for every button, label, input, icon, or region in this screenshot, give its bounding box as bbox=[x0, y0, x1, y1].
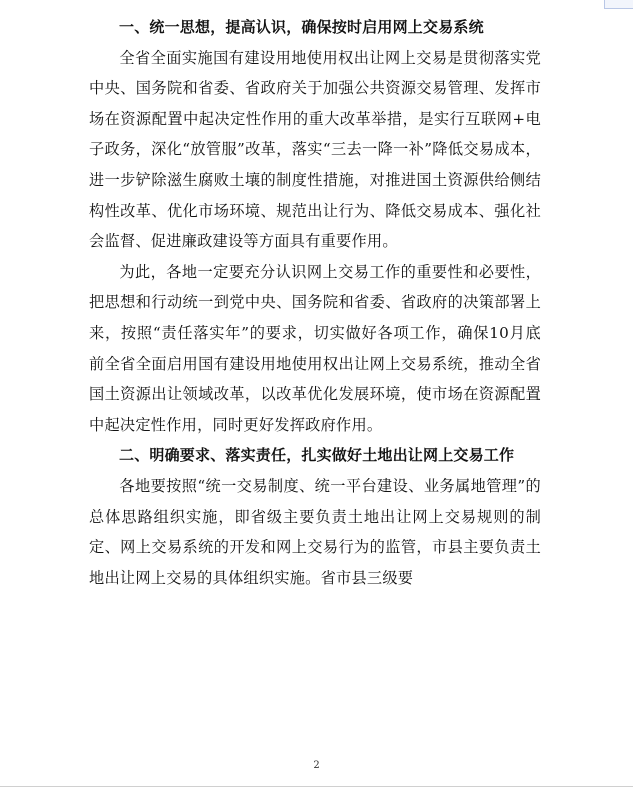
page-bottom-divider bbox=[0, 786, 633, 787]
body-paragraph-1: 全省全面实施国有建设用地使用权出让网上交易是贯彻落实党中央、国务院和省委、省政府关于加强公共资源交易管理、发挥市场在资源配置中起决定性作用的重大改革举措，是实行互联网+电子政务，深化“放管服”改革，落实“三去一降一补”降低交易成本，进一步铲除滋生腐败土壤的制度性措施，对推进国土资源供给侧结构性改革、优化市场环境、规范出让行为、降低交易成本、强化社会监督、促进廉政建设等方面具有重要作用。 bbox=[89, 48, 541, 251]
body-paragraph-2: 为此，各地一定要充分认识网上交易工作的重要性和必要性，把思想和行动统一到党中央、国务院和省委、省政府的决策部署上来，按照“责任落实年”的要求，切实做好各项工作，确保10月底前全省全面启用国有建设用地使用权出让网上交易系统，推动全省国土资源出让领域改革，以改革优化发展环境，使市场在资源配置中起决定性作用，同时更好发挥政府作用。 bbox=[89, 262, 541, 434]
corner-tab-decoration bbox=[604, 0, 633, 9]
page-number: 2 bbox=[313, 760, 320, 771]
document-body bbox=[89, 12, 541, 593]
section-heading-1: 一、统一思想，提高认识，确保按时启用网上交易系统 bbox=[119, 18, 484, 36]
section-heading-2: 二、明确要求、落实责任，扎实做好土地出让网上交易工作 bbox=[119, 446, 515, 465]
body-paragraph-3: 各地要按照“统一交易制度、统一平台建设、业务属地管理”的总体思路组织实施，即省级主要负责土地出让网上交易规则的制定、网上交易系统的开发和网上交易行为的监管，市县主要负责土地出让网上交易的具体组织实施。省市县三级要 bbox=[89, 476, 541, 587]
